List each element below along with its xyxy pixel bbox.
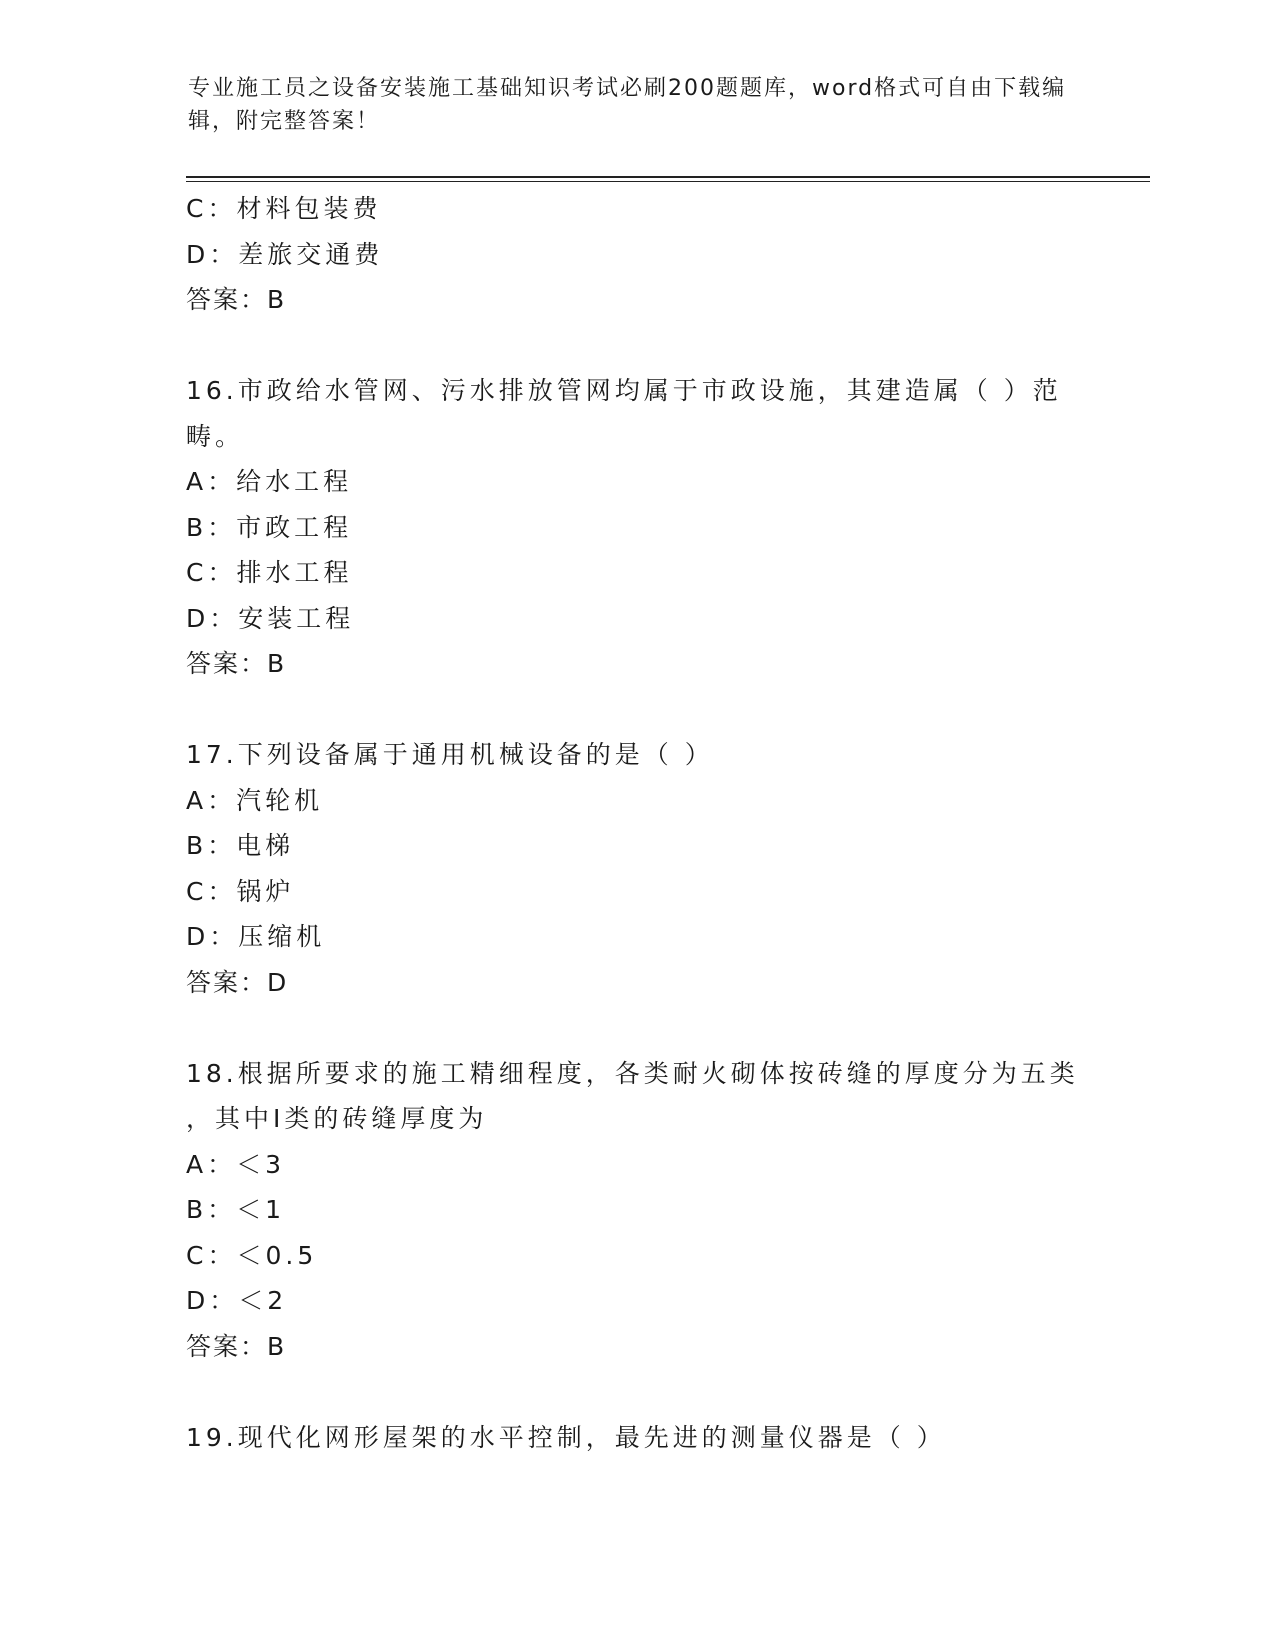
- question-text-line-2: ，其中Ⅰ类的砖缝厚度为: [186, 1104, 488, 1133]
- header-divider-thin: [186, 181, 1150, 182]
- question-block-19: [186, 1415, 1086, 1461]
- question-block-16: [186, 368, 1086, 687]
- question-block-17: [186, 732, 1086, 1005]
- answer-line: 答案：B: [186, 285, 287, 314]
- answer-line: 答案：B: [186, 1331, 287, 1361]
- spacer: [186, 687, 1086, 733]
- option-a: A：＜3: [186, 1149, 286, 1179]
- question-block-prev: [186, 186, 1086, 323]
- spacer: [186, 1369, 1086, 1415]
- answer-line: 答案：D: [186, 967, 289, 997]
- answer-line: 答案：B: [186, 649, 287, 678]
- spacer: [186, 323, 1086, 369]
- header-divider: [186, 176, 1150, 178]
- option-a: A：给水工程: [186, 467, 353, 496]
- question-text: 19.现代化网形屋架的水平控制，最先进的测量仪器是（ ）: [186, 1422, 946, 1452]
- option-d: D：安装工程: [186, 603, 355, 633]
- option-c: C：材料包装费: [186, 194, 382, 223]
- option-d: D：＜2: [186, 1286, 288, 1315]
- option-c: C：排水工程: [186, 558, 353, 587]
- question-text: 16.市政给水管网、污水排放管网均属于市政设施，其建造属（ ）范畴。: [186, 376, 1062, 451]
- option-b: B：市政工程: [186, 512, 353, 542]
- option-b: B：电梯: [186, 831, 295, 860]
- question-text: 17.下列设备属于通用机械设备的是（ ）: [186, 740, 714, 769]
- option-d: D：差旅交通费: [186, 239, 384, 269]
- option-d: D：压缩机: [186, 922, 326, 951]
- option-a: A：汽轮机: [186, 785, 324, 815]
- page-header-title: 专业施工员之设备安装施工基础知识考试必刷200题题库，word格式可自由下载编辑，附完整答案！: [188, 76, 1067, 134]
- question-text-line-1: 18.根据所要求的施工精细程度，各类耐火砌体按砖缝的厚度分为五类: [186, 1058, 1079, 1088]
- question-list: [186, 186, 1086, 1460]
- spacer: [186, 1005, 1086, 1051]
- question-block-18: [186, 1051, 1086, 1370]
- option-c: C：＜0.5: [186, 1240, 318, 1270]
- option-c: C：锅炉: [186, 876, 295, 906]
- option-b: B：＜1: [186, 1195, 286, 1224]
